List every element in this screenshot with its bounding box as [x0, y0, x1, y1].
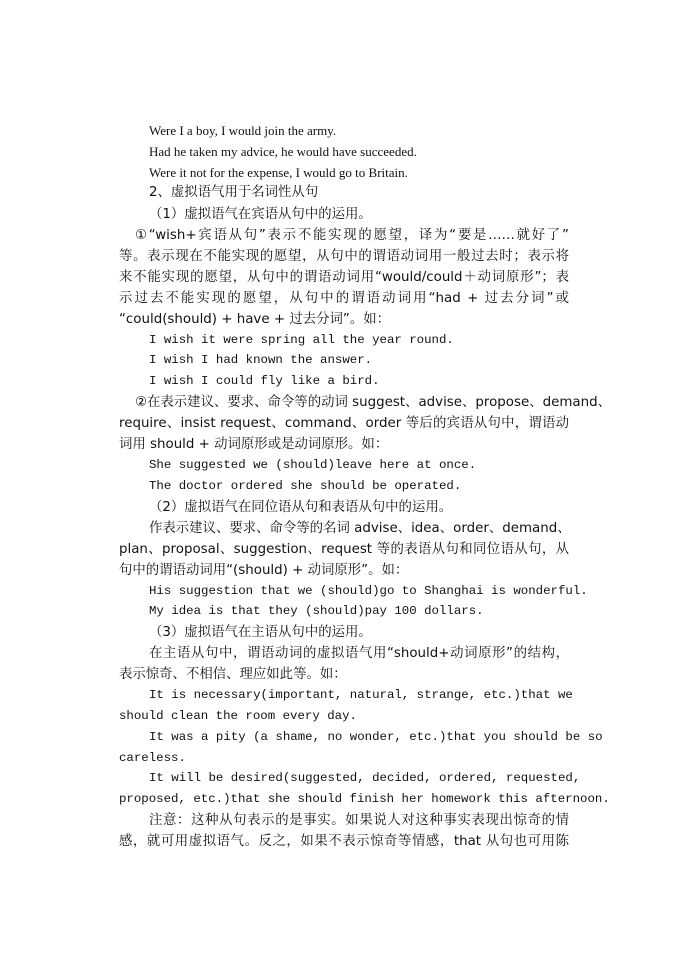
example-sentence: My idea is that they (should)pay 100 dollars.: [149, 604, 484, 618]
example-sentence: I wish I could fly like a bird.: [149, 374, 380, 388]
paragraph-line: 来不能实现的愿望，从句中的谓语动词用“would/could＋动词原形”；表: [119, 270, 569, 285]
subsection-heading: （2）虚拟语气在同位语从句和表语从句中的运用。: [149, 500, 453, 515]
paragraph-line: ②在表示建议、要求、命令等的动词 suggest、advise、propose、demand、: [135, 395, 611, 410]
paragraph-line: 感，就可用虚拟语气。反之，如果不表示惊奇等情感，that 从句也可用陈: [119, 834, 569, 849]
example-sentence: It will be desired(suggested, decided, ordered, requested,: [149, 771, 581, 785]
example-sentence: It is necessary(important, natural, strange, etc.)that we: [149, 688, 573, 702]
paragraph-line: 词用 should + 动词原形或是动词原形。如：: [119, 437, 389, 452]
example-sentence: I wish it were spring all the year round.: [149, 333, 454, 347]
example-sentence: proposed, etc.)that she should finish her homework this afternoon.: [119, 792, 610, 806]
example-sentence: His suggestion that we (should)go to Shanghai is wonderful.: [149, 584, 588, 598]
subsection-heading: （1）虚拟语气在宾语从句中的运用。: [149, 207, 372, 222]
example-sentence: careless.: [119, 751, 186, 765]
example-sentence: The doctor ordered she should be operated.: [149, 479, 462, 493]
paragraph-line: 表示惊奇、不相信、理应如此等。如：: [119, 667, 347, 682]
example-sentence: should clean the room every day.: [119, 709, 357, 723]
subsection-heading: （3）虚拟语气在主语从句中的运用。: [149, 625, 372, 640]
example-sentence: Were it not for the expense, I would go to Britain.: [149, 165, 408, 180]
example-sentence: Had he taken my advice, he would have succeeded.: [149, 144, 417, 159]
example-sentence: It was a pity (a shame, no wonder, etc.)that you should be so: [149, 730, 603, 744]
paragraph-line: 句中的谓语动词用“(should) + 动词原形”。如：: [119, 563, 409, 578]
section-heading: 2、虚拟语气用于名词性从句: [149, 185, 319, 200]
paragraph-line: 等。表示现在不能实现的愿望，从句中的谓语动词用一般过去时；表示将: [119, 249, 569, 264]
paragraph-line: ①“wish+宾语从句”表示不能实现的愿望，译为“要是……就好了”: [135, 228, 569, 243]
paragraph-line: 作表示建议、要求、命令等的名词 advise、idea、order、demand、: [149, 521, 571, 536]
paragraph-line: 注意：这种从句表示的是事实。如果说人对这种事实表现出惊奇的情: [149, 813, 569, 828]
paragraph-line: 示过去不能实现的愿望，从句中的谓语动词用“had + 过去分词”或: [119, 291, 569, 306]
paragraph-line: 在主语从句中，谓语动词的虚拟语气用“should+动词原形”的结构，: [149, 646, 569, 661]
example-sentence: She suggested we (should)leave here at once.: [149, 458, 477, 472]
paragraph-line: “could(should) + have + 过去分词”。如：: [119, 312, 391, 327]
example-sentence: I wish I had known the answer.: [149, 353, 373, 367]
paragraph-line: require、insist request、command、order 等后的宾语从句中，谓语动: [119, 416, 569, 431]
paragraph-line: plan、proposal、suggestion、request 等的表语从句和同位语从句，从: [119, 542, 569, 557]
example-sentence: Were I a boy, I would join the army.: [149, 123, 337, 138]
